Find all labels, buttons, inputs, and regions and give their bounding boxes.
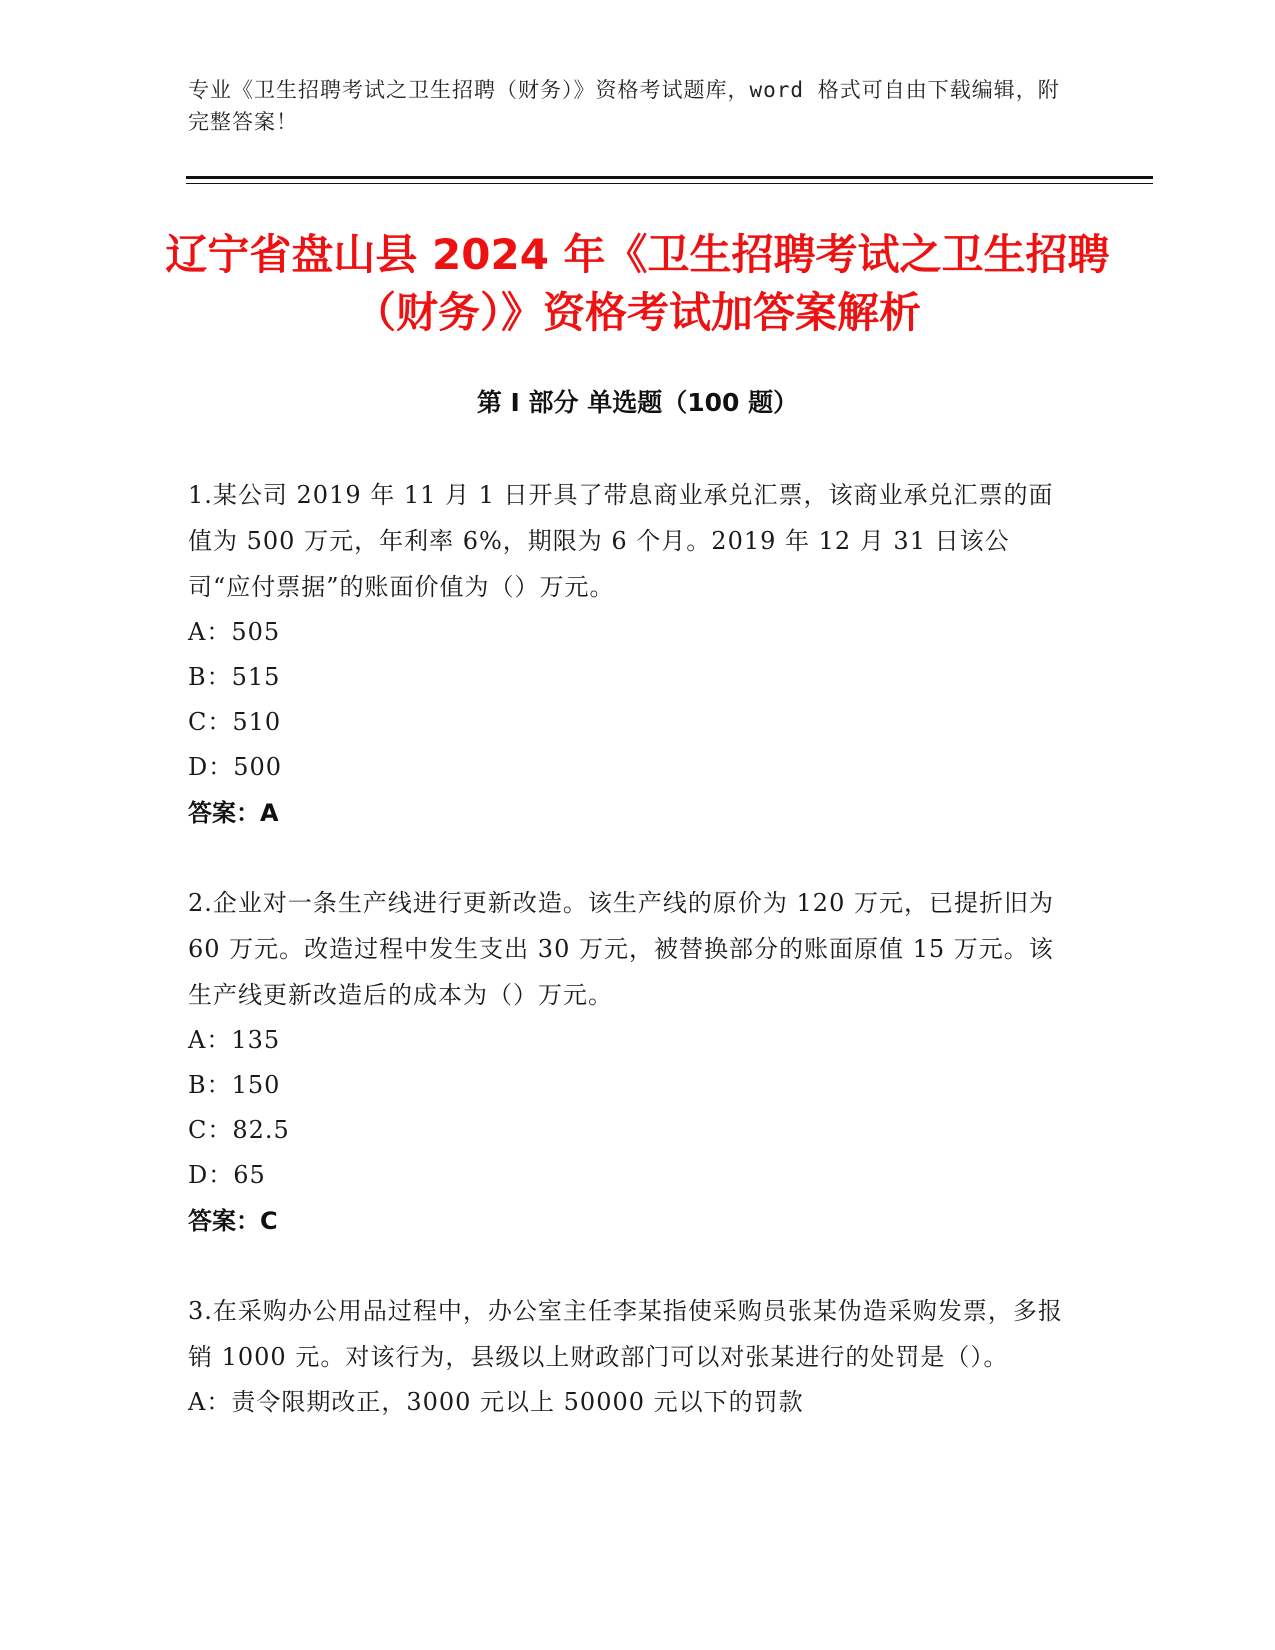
option-c: C：82.5	[188, 1116, 290, 1144]
option-c: C：510	[188, 708, 282, 736]
option-d: D：500	[188, 753, 283, 781]
option-d: D：65	[188, 1161, 266, 1189]
document-title: 辽宁省盘山县 2024 年《卫生招聘考试之卫生招聘（财务）》资格考试加答案解析	[165, 230, 1110, 337]
option-b: B：150	[188, 1071, 281, 1099]
answer: 答案：A	[188, 799, 279, 827]
question-stem: 3.在采购办公用品过程中，办公室主任李某指使采购员张某伪造采购发票，多报销 1000 元。对该行为，县级以上财政部门可以对张某进行的处罚是（）。	[188, 1297, 1063, 1371]
option-a: A：135	[188, 1026, 281, 1054]
header-rule-thin	[186, 183, 1153, 184]
question-stem: 1.某公司 2019 年 11 月 1 日开具了带息商业承兑汇票，该商业承兑汇票的面值为 500 万元，年利率 6%，期限为 6 个月。2019 年 12 月 31 日该公司“应付票据”的账面价值为（）万元。	[188, 481, 1054, 601]
question-3	[188, 1288, 1068, 1425]
header-rule-thick	[186, 176, 1153, 179]
answer: 答案：C	[188, 1207, 278, 1235]
question-2	[188, 880, 1068, 1244]
section-title: 第 I 部分 单选题（100 题）	[476, 388, 799, 417]
option-b: B：515	[188, 663, 281, 691]
option-a: A：505	[188, 618, 281, 646]
question-1	[188, 472, 1068, 836]
question-stem: 2.企业对一条生产线进行更新改造。该生产线的原价为 120 万元，已提折旧为 60 万元。改造过程中发生支出 30 万元，被替换部分的账面原值 15 万元。该生产线更新改造后的成本为（）万元。	[188, 889, 1054, 1009]
header-note: 专业《卫生招聘考试之卫生招聘（财务）》资格考试题库，word 格式可自由下载编辑，附完整答案！	[188, 78, 1060, 134]
option-a: A：责令限期改正，3000 元以上 50000 元以下的罚款	[188, 1388, 804, 1416]
